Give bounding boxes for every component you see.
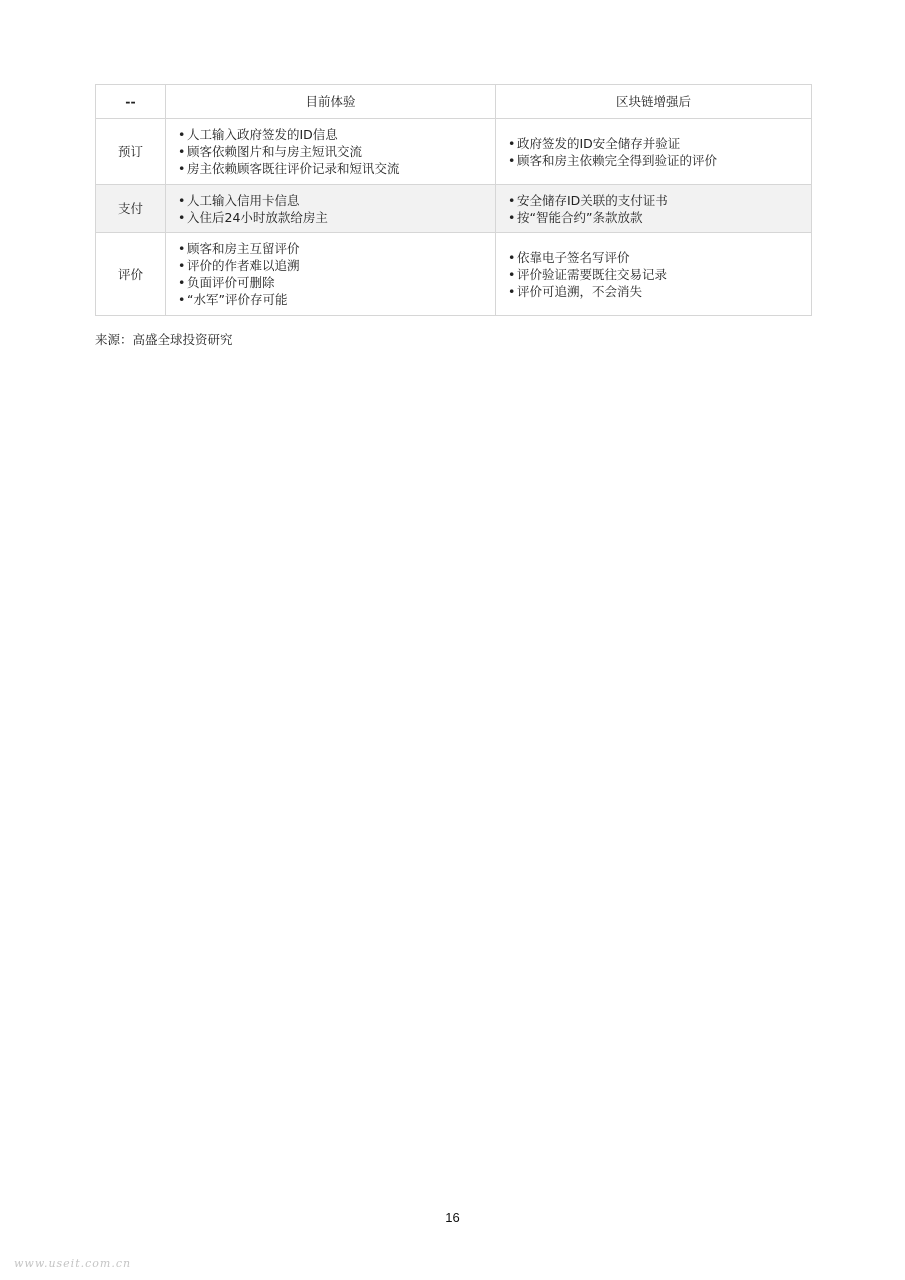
list-item: • 顾客依赖图片和与房主短讯交流 [178, 143, 485, 160]
cell-review-current [166, 233, 496, 316]
header-blockchain-enhanced: 区块链增强后 [496, 85, 812, 119]
cell-payment-current [166, 185, 496, 233]
source-note: 来源：高盛全球投资研究 [95, 332, 233, 347]
table-row-payment [96, 185, 812, 233]
list-item: • 按“智能合约”条款放款 [508, 209, 801, 226]
list-item: • 负面评价可删除 [178, 274, 485, 291]
cell-payment-enhanced [496, 185, 812, 233]
list-item: • 安全储存ID关联的支付证书 [508, 192, 801, 209]
cell-booking-current [166, 119, 496, 185]
comparison-table [95, 84, 812, 316]
list-item: • 顾客和房主依赖完全得到验证的评价 [508, 152, 801, 169]
watermark: www.useit.com.cn [14, 1257, 132, 1270]
header-blank: -- [96, 85, 166, 119]
list-item: • 评价的作者难以追溯 [178, 257, 485, 274]
cell-booking-enhanced [496, 119, 812, 185]
header-current-experience: 目前体验 [166, 85, 496, 119]
row-label-payment: 支付 [96, 185, 166, 233]
table-row-review [96, 233, 812, 316]
row-label-review: 评价 [96, 233, 166, 316]
list-item: • 人工输入政府签发的ID信息 [178, 126, 485, 143]
list-item: • 评价验证需要既往交易记录 [508, 266, 801, 283]
list-item: • 依靠电子签名写评价 [508, 249, 801, 266]
list-item: • 房主依赖顾客既往评价记录和短讯交流 [178, 160, 485, 177]
list-item: • 入住后24小时放款给房主 [178, 209, 485, 226]
list-item: • “水军”评价存可能 [178, 291, 485, 308]
list-item: • 顾客和房主互留评价 [178, 240, 485, 257]
row-label-booking: 预订 [96, 119, 166, 185]
cell-review-enhanced [496, 233, 812, 316]
page-number: 16 [445, 1210, 460, 1225]
list-item: • 政府签发的ID安全储存并验证 [508, 135, 801, 152]
list-item: • 人工输入信用卡信息 [178, 192, 485, 209]
table-row-booking [96, 119, 812, 185]
list-item: • 评价可追溯，不会消失 [508, 283, 801, 300]
table-header-row [96, 85, 812, 119]
